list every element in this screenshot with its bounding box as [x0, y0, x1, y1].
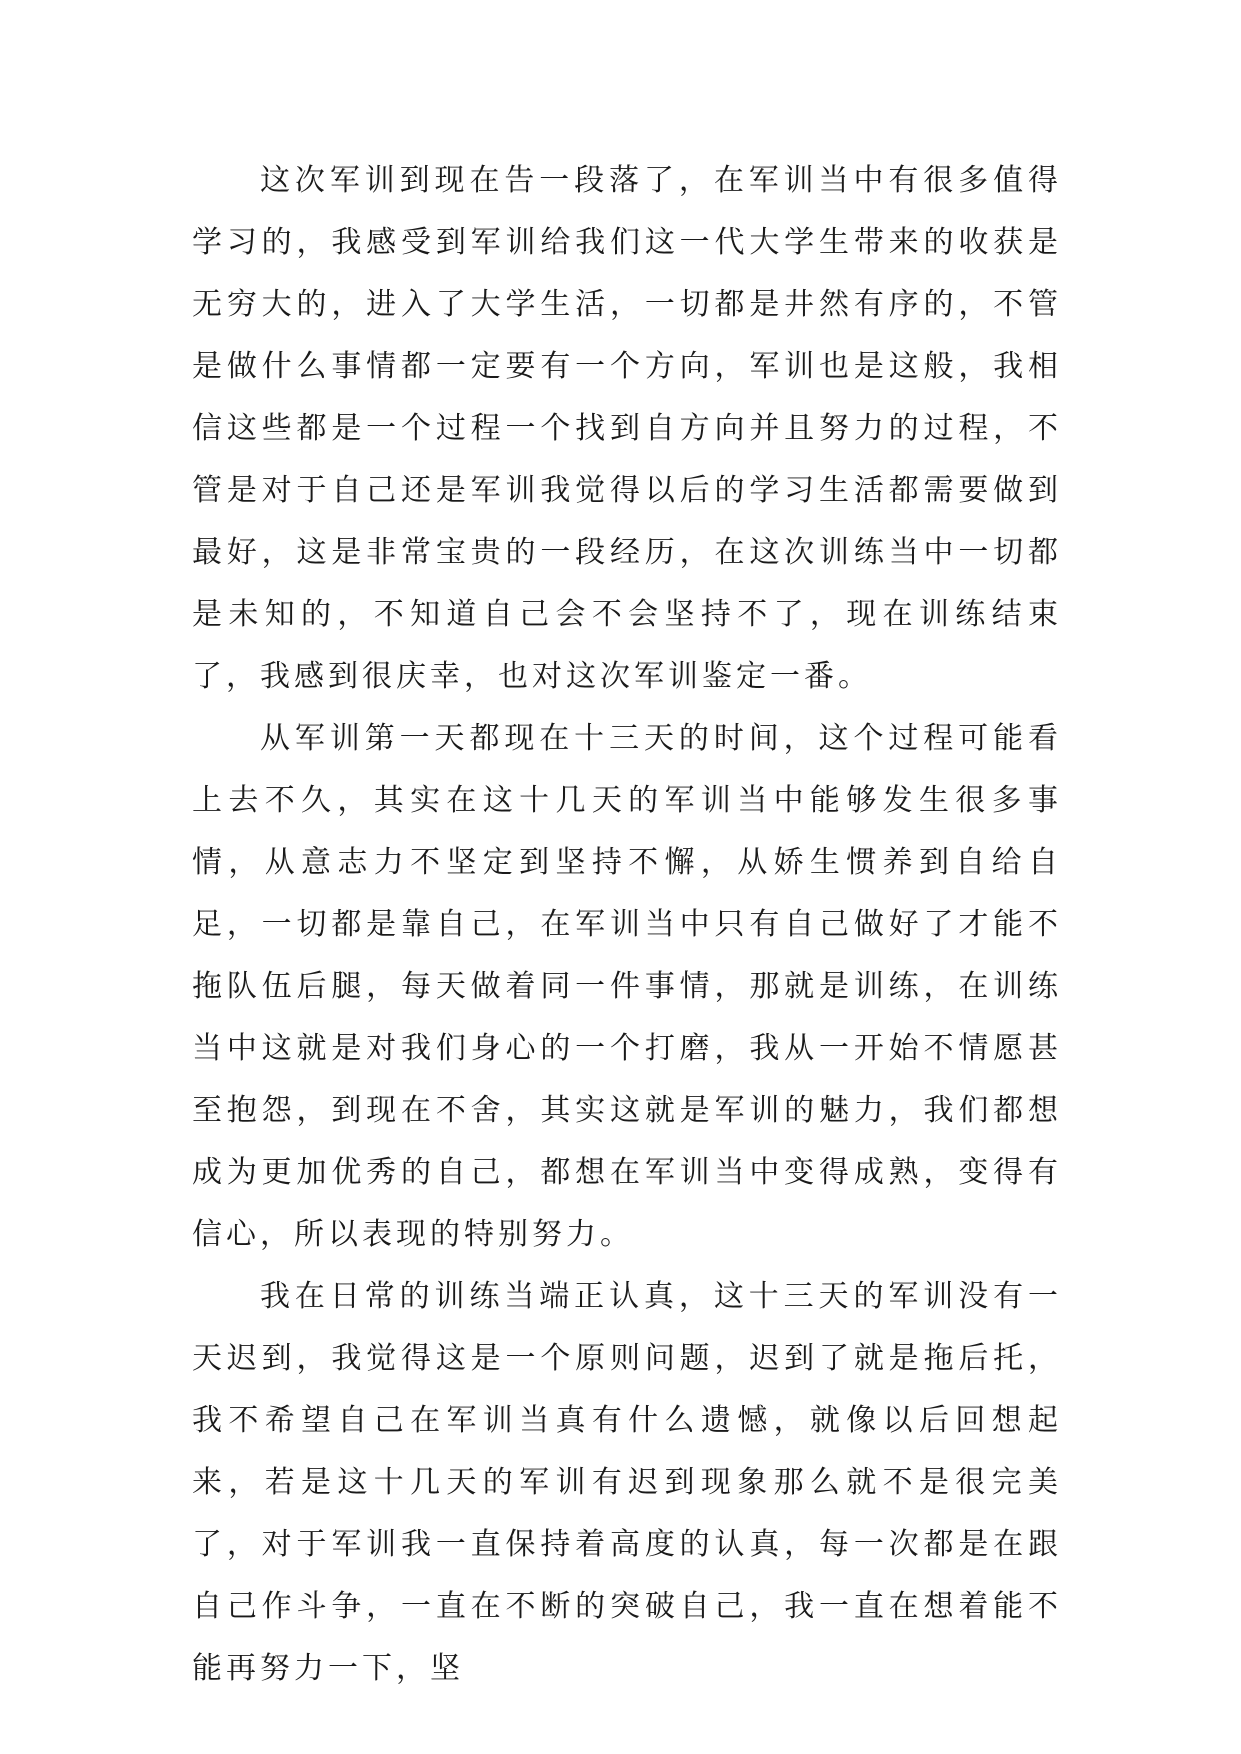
paragraph-3: 我在日常的训练当端正认真，这十三天的军训没有一天迟到，我觉得这是一个原则问题，迟到了就是拖后托，我不希望自己在军训当真有什么遗憾，就像以后回想起来，若是这十几天的军训有迟到现象那么就不是很完美了，对于军训我一直保持着高度的认真，每一次都是在跟自己作斗争，一直在不断的突破自己，我一直在想着能不能再努力一下，坚 — [192, 1279, 1062, 1686]
paragraph-1: 这次军训到现在告一段落了，在军训当中有很多值得学习的，我感受到军训给我们这一代大学生带来的收获是无穷大的，进入了大学生活，一切都是井然有序的，不管是做什么事情都一定要有一个方向，军训也是这般，我相信这些都是一个过程一个找到自方向并且努力的过程，不管是对于自己还是军训我觉得以后的学习生活都需要做到最好，这是非常宝贵的一段经历，在这次训练当中一切都是未知的，不知道自己会不会坚持不了，现在训练结束了，我感到很庆幸，也对这次军训鉴定一番。 — [192, 163, 1062, 694]
document-body — [192, 150, 1062, 1700]
paragraph-2: 从军训第一天都现在十三天的时间，这个过程可能看上去不久，其实在这十几天的军训当中能够发生很多事情，从意志力不坚定到坚持不懈，从娇生惯养到自给自足，一切都是靠自己，在军训当中只有自己做好了才能不拖队伍后腿，每天做着同一件事情，那就是训练，在训练当中这就是对我们身心的一个打磨，我从一开始不情愿甚至抱怨，到现在不舍，其实这就是军训的魅力，我们都想成为更加优秀的自己，都想在军训当中变得成熟，变得有信心，所以表现的特别努力。 — [192, 721, 1062, 1252]
